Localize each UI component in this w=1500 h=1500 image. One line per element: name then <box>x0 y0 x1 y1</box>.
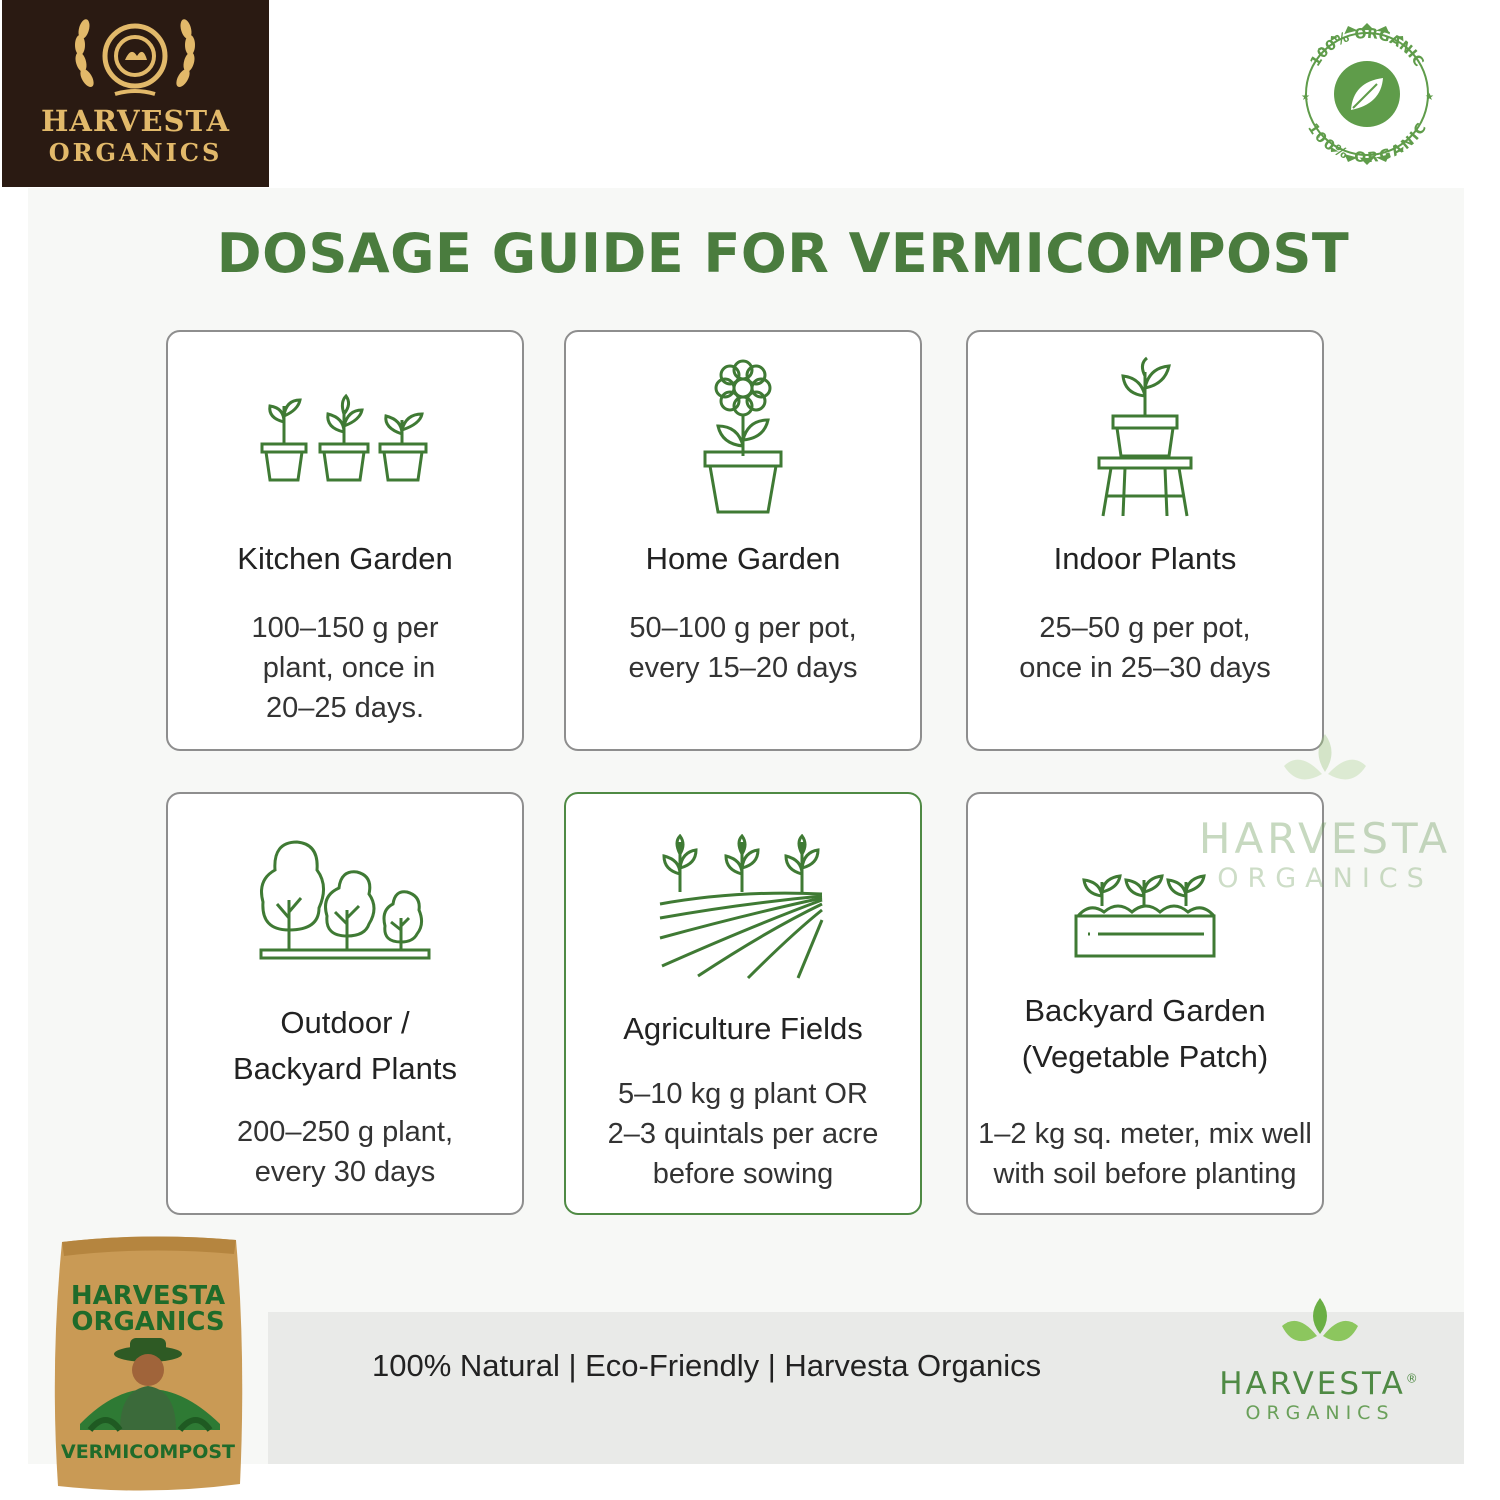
dosage-line: 50–100 g per pot, <box>629 612 857 644</box>
dosage-line: 2–3 quintals per acre <box>607 1118 879 1150</box>
brand-logo-line2: ORGANICS <box>48 138 223 167</box>
dosage-line: 100–150 g per <box>251 612 439 644</box>
card-title-line: Backyard Plants <box>233 1051 457 1086</box>
bag-product-name: VERMICOMPOST <box>60 1441 236 1463</box>
dosage-line: every 30 days <box>254 1156 436 1188</box>
seal-text-top: 100% ORGANIC <box>1307 25 1427 70</box>
footer-tagline: 100% Natural | Eco-Friendly | Harvesta Organics <box>372 1348 1042 1383</box>
watermark-line2: ORGANICS <box>1217 863 1433 894</box>
brand-logo <box>2 0 269 187</box>
dosage-line: plant, once in <box>254 652 436 684</box>
dosage-line: 25–50 g per pot, <box>1039 612 1251 644</box>
three-pots-icon <box>260 392 430 486</box>
flower-pot-icon <box>698 356 788 516</box>
card-dosage <box>968 608 1322 688</box>
card-title-line: (Vegetable Patch) <box>1021 1039 1269 1074</box>
card-outdoor-backyard-plants <box>166 792 524 1215</box>
dosage-line: 200–250 g plant, <box>236 1116 454 1148</box>
brand-logo-line1: HARVESTA <box>40 104 230 138</box>
bag-brand-line1: HARVESTA <box>70 1281 226 1311</box>
card-title-line: Kitchen Garden <box>237 541 453 576</box>
card-dosage <box>566 608 920 688</box>
wheat-emblem-icon <box>65 8 205 102</box>
watermark-logo <box>1180 730 1470 894</box>
card-title-line: Indoor Plants <box>1053 541 1237 576</box>
dosage-line: 20–25 days. <box>265 692 424 724</box>
card-title <box>168 1000 522 1092</box>
watermark-line1: HARVESTA <box>1198 814 1452 863</box>
card-dosage <box>168 1112 522 1192</box>
plant-stand-icon <box>1095 356 1195 520</box>
dosage-line: once in 25–30 days <box>1019 652 1271 684</box>
svg-text:★: ★ <box>1301 92 1310 103</box>
card-dosage <box>566 1074 920 1194</box>
dosage-line: with soil before planting <box>993 1158 1297 1190</box>
card-dosage <box>968 1114 1322 1194</box>
card-title <box>968 536 1322 582</box>
bag-brand-line2: ORGANICS <box>71 1307 225 1337</box>
card-title <box>968 988 1322 1080</box>
card-kitchen-garden <box>166 330 524 751</box>
organic-seal <box>1281 8 1453 180</box>
dosage-line: 5–10 kg g plant OR <box>618 1078 868 1110</box>
dosage-line: 1–2 kg sq. meter, mix well <box>978 1118 1312 1150</box>
card-indoor-plants <box>966 330 1324 751</box>
card-title-line: Outdoor / <box>280 1005 410 1040</box>
card-home-garden <box>564 330 922 751</box>
dosage-line: every 15–20 days <box>628 652 858 684</box>
leaf-logo-icon <box>1280 730 1370 810</box>
svg-text:★: ★ <box>1425 92 1434 103</box>
footer-logo <box>1200 1296 1440 1424</box>
vermicompost-bag-image <box>50 1234 246 1494</box>
seal-text-bottom: 100% ORGANIC <box>1304 120 1430 167</box>
card-title-line: Home Garden <box>645 541 841 576</box>
registered-mark: ® <box>1405 1371 1421 1386</box>
page-title: DOSAGE GUIDE FOR VERMICOMPOST <box>216 222 1350 285</box>
dosage-line: before sowing <box>652 1158 834 1190</box>
card-title <box>168 536 522 582</box>
footer-logo-line2: ORGANICS <box>1245 1402 1395 1424</box>
card-title <box>566 536 920 582</box>
field-rows-icon <box>658 834 828 982</box>
card-agriculture-fields <box>564 792 922 1215</box>
card-title-line: Backyard Garden <box>1024 993 1266 1028</box>
card-title-line: Agriculture Fields <box>623 1011 863 1046</box>
product-bag <box>50 1234 246 1498</box>
footer-logo-line1: HARVESTA <box>1219 1366 1406 1402</box>
card-dosage <box>168 608 522 728</box>
leaf-logo-icon <box>1280 1296 1360 1362</box>
trees-icon <box>259 838 431 964</box>
card-title <box>566 1006 920 1052</box>
